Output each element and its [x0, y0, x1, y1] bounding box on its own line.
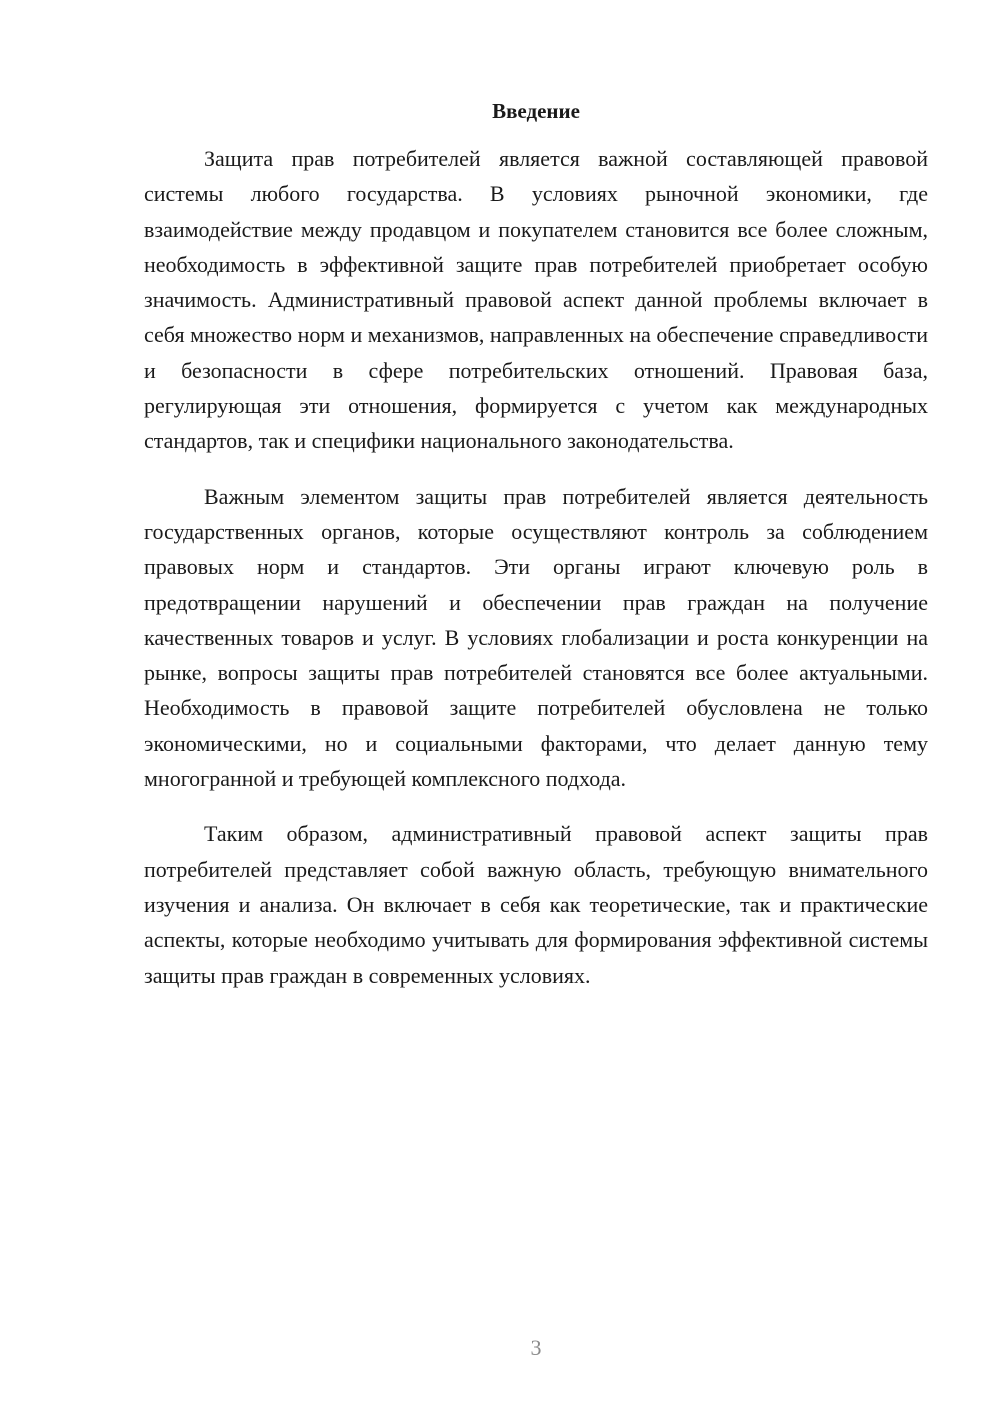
paragraph-2: Важным элементом защиты прав потребителей является деятельность государственных органов, которые осуществляют контроль за соблюдением правовых норм и стандартов. Эти органы играют ключевую роль в предотвращении нарушений и обеспечении прав граждан на получение качественных товаров и услуг. В условиях глобализации и роста конкуренции на рынке, вопросы защиты прав потребителей становятся все более актуальными. Необходимость в правовой защите потребителей обусловлена не только экономическими, но и социальными факторами, что делает данную тему многогранной и требующей комплексного подхода.	[144, 483, 928, 792]
paragraph-3: Таким образом, административный правовой аспект защиты прав потребителей представляет собой важную область, требующую внимательного изучения и анализа. Он включает в себя как теоретические, так и практические аспекты, которые необходимо учитывать для формирования эффективной системы защиты прав граждан в современных условиях.	[144, 821, 928, 988]
page-number: 3	[530, 1335, 542, 1360]
paragraph-1: Защита прав потребителей является важной составляющей правовой системы любого государства. В условиях рыночной экономики, где взаимодействие между продавцом и покупателем становится все более сложным, необходимость в эффективной защите прав потребителей приобретает особую значимость. Административный правовой аспект данной проблемы включает в себя множество норм и механизмов, направленных на обеспечение справедливости и безопасности в сфере потребительских отношений. Правовая база, регулирующая эти отношения, формируется с учетом как международных стандартов, так и специфики национального законодательства.	[144, 146, 928, 454]
section-title: Введение	[492, 99, 580, 123]
body-text	[144, 141, 928, 993]
